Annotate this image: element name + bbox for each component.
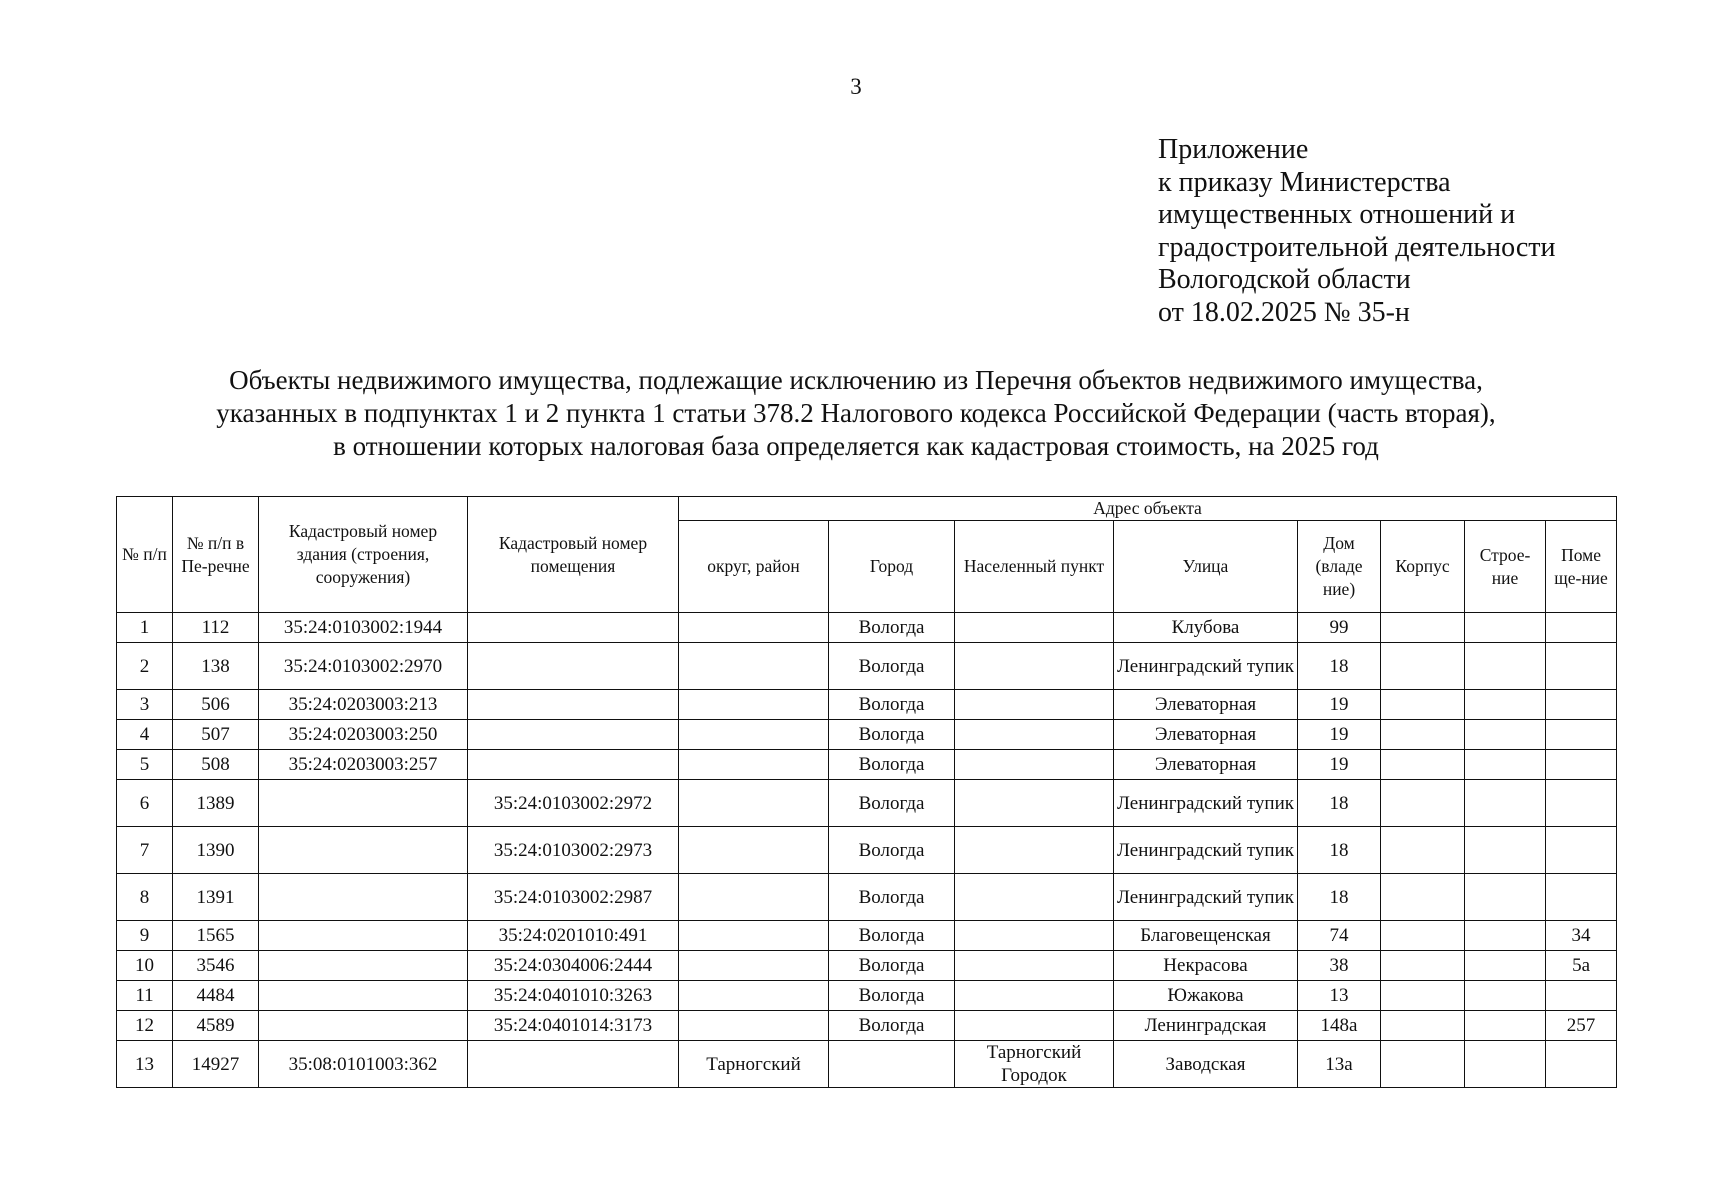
cell-building (259, 827, 468, 874)
title-line: в отношении которых налоговая база определяется как кадастровая стоимость, на 2025 год (333, 431, 1379, 461)
appendix-line: имущественных отношений и (1158, 199, 1516, 230)
header-city: Город (829, 521, 955, 613)
cell-block (1381, 690, 1465, 720)
cell-city: Вологда (829, 613, 955, 643)
cell-premises (468, 720, 679, 750)
cell-settlement (955, 874, 1114, 921)
cell-district (679, 690, 829, 720)
cell-list-num: 506 (173, 690, 259, 720)
cell-settlement (955, 613, 1114, 643)
cell-list-num: 138 (173, 643, 259, 690)
cell-street: Клубова (1114, 613, 1298, 643)
cell-building: 35:24:0203003:257 (259, 750, 468, 780)
table-row (117, 874, 1617, 921)
page-number: 3 (850, 74, 862, 99)
cell-settlement: Тарногский Городок (955, 1041, 1114, 1088)
cell-district (679, 1011, 829, 1041)
table-row (117, 827, 1617, 874)
cell-building (259, 874, 468, 921)
cell-district (679, 981, 829, 1011)
cell-structure (1465, 951, 1546, 981)
cell-room (1546, 750, 1617, 780)
cell-room (1546, 690, 1617, 720)
header-house: Дом (владе ние) (1298, 521, 1381, 613)
cell-num: 1 (117, 613, 173, 643)
cell-district (679, 827, 829, 874)
cell-block (1381, 1041, 1465, 1088)
cell-block (1381, 1011, 1465, 1041)
table-row (117, 780, 1617, 827)
cell-list-num: 4484 (173, 981, 259, 1011)
cell-num: 3 (117, 690, 173, 720)
cell-room (1546, 874, 1617, 921)
table-row (117, 750, 1617, 780)
cell-settlement (955, 827, 1114, 874)
cell-district: Тарногский (679, 1041, 829, 1088)
cell-block (1381, 951, 1465, 981)
cell-city: Вологда (829, 780, 955, 827)
cell-building: 35:24:0203003:250 (259, 720, 468, 750)
cell-street: Ленинградская (1114, 1011, 1298, 1041)
cell-room: 34 (1546, 921, 1617, 951)
cell-num: 4 (117, 720, 173, 750)
cell-building (259, 921, 468, 951)
cell-room (1546, 643, 1617, 690)
cell-structure (1465, 921, 1546, 951)
cell-district (679, 613, 829, 643)
cell-building (259, 780, 468, 827)
cell-num: 9 (117, 921, 173, 951)
cell-building (259, 951, 468, 981)
cell-settlement (955, 643, 1114, 690)
header-address-group: Адрес объекта (679, 497, 1617, 521)
cell-street: Ленинградский тупик (1114, 643, 1298, 690)
table-row (117, 720, 1617, 750)
cell-settlement (955, 951, 1114, 981)
table-row (117, 1011, 1617, 1041)
cell-district (679, 720, 829, 750)
cell-building (259, 981, 468, 1011)
cell-room: 257 (1546, 1011, 1617, 1041)
cell-building (259, 1011, 468, 1041)
cell-list-num: 508 (173, 750, 259, 780)
cell-room: 5а (1546, 951, 1617, 981)
cell-district (679, 951, 829, 981)
cell-premises: 35:24:0103002:2987 (468, 874, 679, 921)
cell-num: 5 (117, 750, 173, 780)
cell-premises (468, 690, 679, 720)
cell-settlement (955, 690, 1114, 720)
cell-house: 99 (1298, 613, 1381, 643)
cell-room (1546, 613, 1617, 643)
cell-building: 35:24:0103002:1944 (259, 613, 468, 643)
appendix-block (1158, 134, 1556, 329)
cell-list-num: 1391 (173, 874, 259, 921)
cell-street: Элеваторная (1114, 750, 1298, 780)
cell-structure (1465, 1011, 1546, 1041)
header-num: № п/п (117, 497, 173, 613)
header-district: округ, район (679, 521, 829, 613)
cell-num: 6 (117, 780, 173, 827)
table-row (117, 951, 1617, 981)
cell-list-num: 1565 (173, 921, 259, 951)
table-row (117, 921, 1617, 951)
cell-city: Вологда (829, 750, 955, 780)
cell-room (1546, 780, 1617, 827)
cell-city: Вологда (829, 690, 955, 720)
cell-house: 13а (1298, 1041, 1381, 1088)
cell-building: 35:24:0203003:213 (259, 690, 468, 720)
cell-list-num: 112 (173, 613, 259, 643)
cell-structure (1465, 750, 1546, 780)
cell-house: 18 (1298, 643, 1381, 690)
cell-premises: 35:24:0103002:2973 (468, 827, 679, 874)
cell-settlement (955, 921, 1114, 951)
cell-list-num: 1390 (173, 827, 259, 874)
header-structure: Строе-ние (1465, 521, 1546, 613)
cell-street: Элеваторная (1114, 690, 1298, 720)
cell-premises: 35:24:0401014:3173 (468, 1011, 679, 1041)
cell-premises (468, 1041, 679, 1088)
cell-district (679, 874, 829, 921)
cell-house: 38 (1298, 951, 1381, 981)
cell-city: Вологда (829, 720, 955, 750)
cell-city: Вологда (829, 981, 955, 1011)
cell-structure (1465, 827, 1546, 874)
cell-street: Ленинградский тупик (1114, 780, 1298, 827)
cell-block (1381, 750, 1465, 780)
cell-num: 13 (117, 1041, 173, 1088)
cell-block (1381, 720, 1465, 750)
cell-num: 12 (117, 1011, 173, 1041)
cell-street: Некрасова (1114, 951, 1298, 981)
cell-settlement (955, 1011, 1114, 1041)
cell-structure (1465, 874, 1546, 921)
cell-house: 13 (1298, 981, 1381, 1011)
cell-city: Вологда (829, 643, 955, 690)
cell-premises: 35:24:0103002:2972 (468, 780, 679, 827)
cell-city: Вологда (829, 951, 955, 981)
cell-street: Элеваторная (1114, 720, 1298, 750)
table-row (117, 643, 1617, 690)
cell-room (1546, 1041, 1617, 1088)
header-settlement: Населенный пункт (955, 521, 1114, 613)
cell-structure (1465, 613, 1546, 643)
appendix-line: Приложение (1158, 134, 1309, 165)
cell-list-num: 4589 (173, 1011, 259, 1041)
appendix-line: градостроительной деятельности (1158, 231, 1556, 263)
table-row (117, 981, 1617, 1011)
header-row (117, 497, 1617, 521)
table-row (117, 1041, 1617, 1088)
cell-room (1546, 827, 1617, 874)
cell-structure (1465, 720, 1546, 750)
cell-house: 19 (1298, 720, 1381, 750)
cell-house: 148а (1298, 1011, 1381, 1041)
cell-block (1381, 981, 1465, 1011)
cell-premises: 35:24:0401010:3263 (468, 981, 679, 1011)
header-premises-cadastral: Кадастровый номер помещения (468, 497, 679, 613)
header-block: Корпус (1381, 521, 1465, 613)
objects-table (116, 496, 1617, 1088)
cell-building: 35:08:0101003:362 (259, 1041, 468, 1088)
cell-city (829, 1041, 955, 1088)
cell-list-num: 3546 (173, 951, 259, 981)
cell-house: 18 (1298, 874, 1381, 921)
title-line: указанных в подпунктах 1 и 2 пункта 1 статьи 378.2 Налогового кодекса Российской Федерации (часть вторая), (216, 398, 1496, 428)
cell-num: 11 (117, 981, 173, 1011)
cell-premises (468, 643, 679, 690)
document-title (0, 364, 1712, 463)
cell-block (1381, 921, 1465, 951)
table-row (117, 613, 1617, 643)
cell-premises (468, 613, 679, 643)
cell-block (1381, 643, 1465, 690)
cell-num: 10 (117, 951, 173, 981)
cell-structure (1465, 690, 1546, 720)
cell-building: 35:24:0103002:2970 (259, 643, 468, 690)
appendix-line: Вологодской области (1158, 264, 1411, 295)
cell-list-num: 14927 (173, 1041, 259, 1088)
cell-district (679, 750, 829, 780)
cell-num: 7 (117, 827, 173, 874)
header-street: Улица (1114, 521, 1298, 613)
cell-district (679, 921, 829, 951)
cell-house: 18 (1298, 780, 1381, 827)
cell-room (1546, 720, 1617, 750)
cell-street: Южакова (1114, 981, 1298, 1011)
cell-premises: 35:24:0304006:2444 (468, 951, 679, 981)
cell-settlement (955, 981, 1114, 1011)
cell-settlement (955, 780, 1114, 827)
cell-block (1381, 874, 1465, 921)
cell-premises (468, 750, 679, 780)
header-building-cadastral: Кадастровый номер здания (строения, сооружения) (259, 497, 468, 613)
cell-city: Вологда (829, 1011, 955, 1041)
cell-list-num: 1389 (173, 780, 259, 827)
cell-num: 8 (117, 874, 173, 921)
cell-city: Вологда (829, 827, 955, 874)
title-line: Объекты недвижимого имущества, подлежащие исключению из Перечня объектов недвижимого имущества, (229, 365, 1483, 395)
cell-list-num: 507 (173, 720, 259, 750)
cell-district (679, 643, 829, 690)
cell-num: 2 (117, 643, 173, 690)
cell-house: 19 (1298, 690, 1381, 720)
cell-room (1546, 981, 1617, 1011)
cell-structure (1465, 643, 1546, 690)
cell-house: 18 (1298, 827, 1381, 874)
header-list-num: № п/п в Пе-речне (173, 497, 259, 613)
cell-street: Ленинградский тупик (1114, 827, 1298, 874)
cell-house: 74 (1298, 921, 1381, 951)
cell-house: 19 (1298, 750, 1381, 780)
cell-street: Ленинградский тупик (1114, 874, 1298, 921)
cell-settlement (955, 720, 1114, 750)
cell-street: Благовещенская (1114, 921, 1298, 951)
header-room: Поме ще-ние (1546, 521, 1617, 613)
cell-structure (1465, 1041, 1546, 1088)
table-row (117, 690, 1617, 720)
cell-structure (1465, 981, 1546, 1011)
appendix-line: к приказу Министерства (1158, 166, 1451, 198)
cell-premises: 35:24:0201010:491 (468, 921, 679, 951)
cell-city: Вологда (829, 874, 955, 921)
cell-block (1381, 827, 1465, 874)
cell-street: Заводская (1114, 1041, 1298, 1088)
cell-city: Вологда (829, 921, 955, 951)
cell-settlement (955, 750, 1114, 780)
appendix-line: от 18.02.2025 № 35-н (1158, 296, 1410, 328)
cell-structure (1465, 780, 1546, 827)
cell-district (679, 780, 829, 827)
cell-block (1381, 613, 1465, 643)
cell-block (1381, 780, 1465, 827)
